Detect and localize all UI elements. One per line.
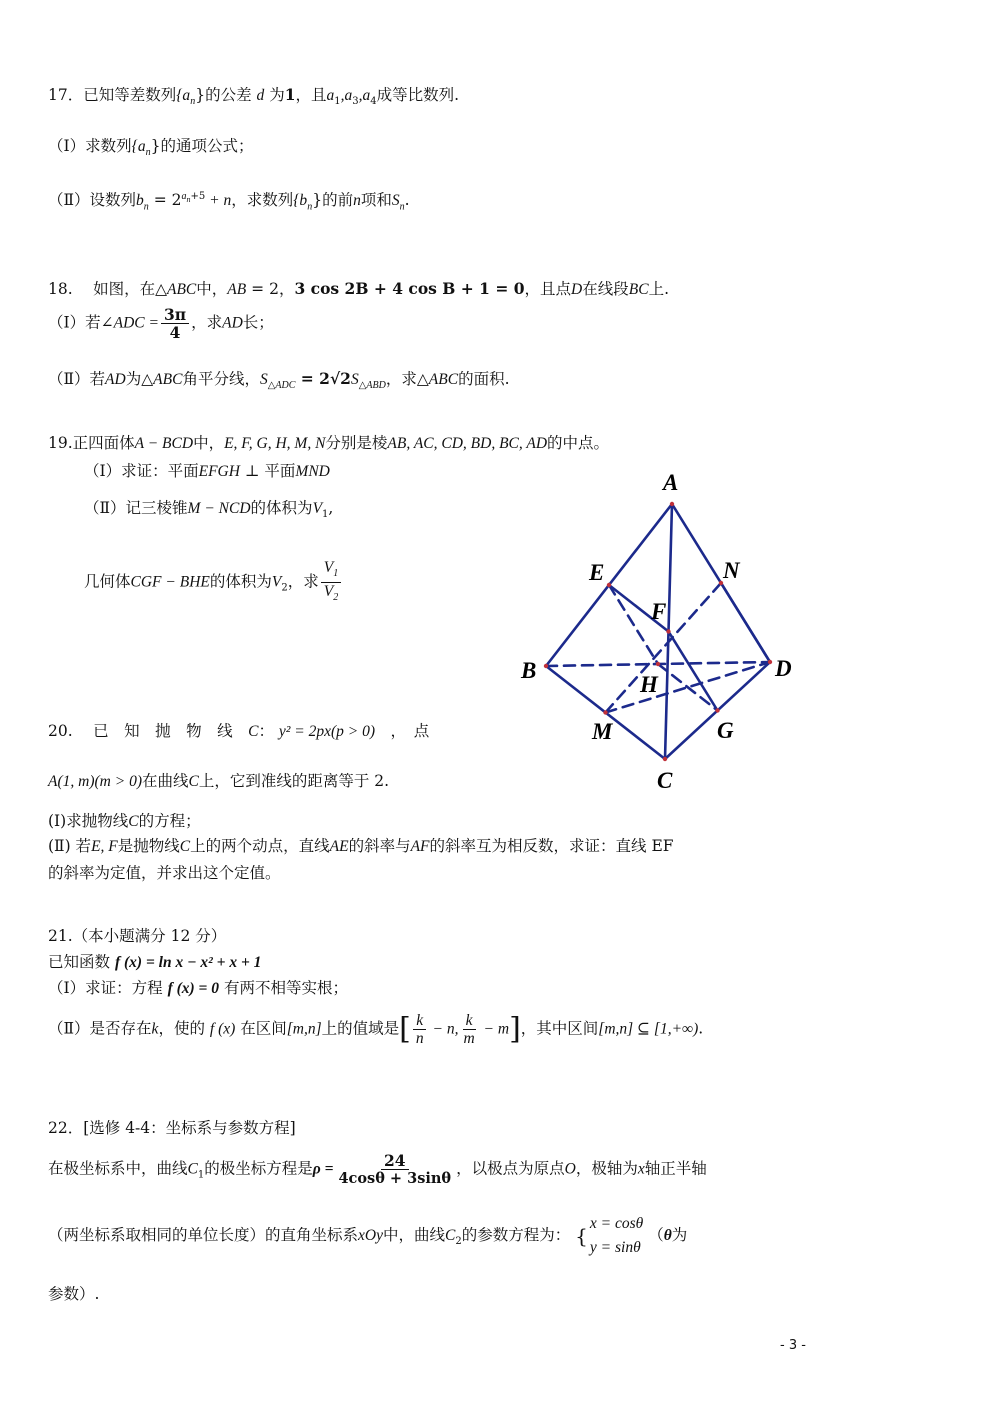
point-E xyxy=(607,583,611,587)
point-A xyxy=(670,502,674,506)
q18-part2: （Ⅱ）若AD为△ABC角平分线，$S_{\triangle ADC} = 2√2S_{\triangle ABD}$，求△ABC的面积. xyxy=(48,369,510,392)
q19-stem: 19.正四面体A − BCD中，E, F, G, H, M, N分别是棱AB, AC, CD, BD, BC, AD的中点。 xyxy=(48,434,610,452)
q22-heading: 22．[选修 4-4：坐标系与参数方程] xyxy=(48,1119,296,1137)
label-E: E xyxy=(589,560,605,585)
label-D: D xyxy=(775,656,792,681)
label-F: F xyxy=(651,599,667,624)
q17-part1: （Ⅰ）求数列$\{a_n\}$的通项公式； xyxy=(48,137,254,159)
point-D xyxy=(768,660,772,664)
q21-part1: （Ⅰ）求证：方程 f (x) = 0 有两不相等实根； xyxy=(48,979,348,997)
point-C xyxy=(663,757,667,761)
q20-part2: (Ⅱ) 若E, F是抛物线C上的两个动点，直线AE的斜率与AF的斜率互为相反数，求证：直线 EF xyxy=(48,837,674,855)
q21-stem: 已知函数 f (x) = ln x − x² + x + 1 xyxy=(48,953,262,971)
q22-stem-cont: （两坐标系取相同的单位长度）的直角坐标系xOy中，曲线$C_2$的参数方程为： { x = cosθ y = sinθ （θ为 xyxy=(48,1215,688,1256)
q20-stem-cont: A(1, m)(m > 0)在曲线C上，它到准线的距离等于 2. xyxy=(48,772,390,790)
q18-part1: （Ⅰ）若∠ADC = $\frac{3\pi}{4}$ ，求AD长； xyxy=(48,305,274,342)
q17-part2: （Ⅱ）设数列$b_n = 2^{a_n+5} + n$，求数列$\{b_n\}$的前n项和$S_n$. xyxy=(48,191,410,213)
q20-part1: (Ⅰ)求抛物线C的方程； xyxy=(48,812,201,830)
q19-part1: （Ⅰ）求证：平面EFGH ⊥ 平面MND xyxy=(84,462,330,480)
point-H xyxy=(656,662,660,666)
q21-heading: 21.（本小题满分 12 分） xyxy=(48,927,227,945)
q20-stem: 20. 已 知 抛 物 线 C： y² = 2px(p > 0) ， 点 xyxy=(48,722,430,740)
page-number: - 3 - xyxy=(780,1338,806,1353)
segment-FG xyxy=(669,632,718,711)
q19-part2: （Ⅱ）记三棱锥M − NCD的体积为$V_1$, xyxy=(84,499,334,521)
tetrahedron-figure xyxy=(513,462,803,802)
point-G xyxy=(715,708,719,712)
point-B xyxy=(544,664,548,668)
point-M xyxy=(603,710,607,714)
q22-stem: 在极坐标系中，曲线$C_1$的极坐标方程是ρ = $\frac{24}{4\cos\theta + 3\sin\theta}$ ，以极点为原点O，极轴为x轴正半轴 xyxy=(48,1151,707,1187)
label-B: B xyxy=(521,658,537,683)
label-M: M xyxy=(592,719,613,744)
q17-stem: 17．已知等差数列$\{a_n\}$的公差 d 为1，且$a_1,a_3,a_4$成等比数列. xyxy=(48,85,460,108)
segment-ND xyxy=(721,583,770,662)
q18-stem: 18. 如图，在△ABC中，AB = 2，3 cos 2B + 4 cos B + 1 = 0，且点D在线段BC上. xyxy=(48,279,669,298)
segment-EH xyxy=(609,585,658,664)
q21-part2: （Ⅱ）是否存在k，使的 f (x) 在区间[m,n]上的值域是[ $\frac{k}{n}$ − n, $\frac{k}{m}$ − m]，其中区间[m,n] ⊆ [1,+∞). xyxy=(48,1011,704,1047)
q19-part2-cont: 几何体CGF − BHE的体积为$V_2$，求 $\frac{V_1}{V_2}$ xyxy=(84,559,343,606)
label-G: G xyxy=(717,718,734,743)
point-F xyxy=(666,629,670,633)
label-N: N xyxy=(723,558,740,583)
label-A: A xyxy=(663,470,679,495)
label-H: H xyxy=(640,672,658,697)
q22-stem-end: 参数）. xyxy=(48,1285,100,1303)
q20-part2-cont: 的斜率为定值，并求出这个定值。 xyxy=(48,864,281,882)
label-C: C xyxy=(657,768,673,793)
